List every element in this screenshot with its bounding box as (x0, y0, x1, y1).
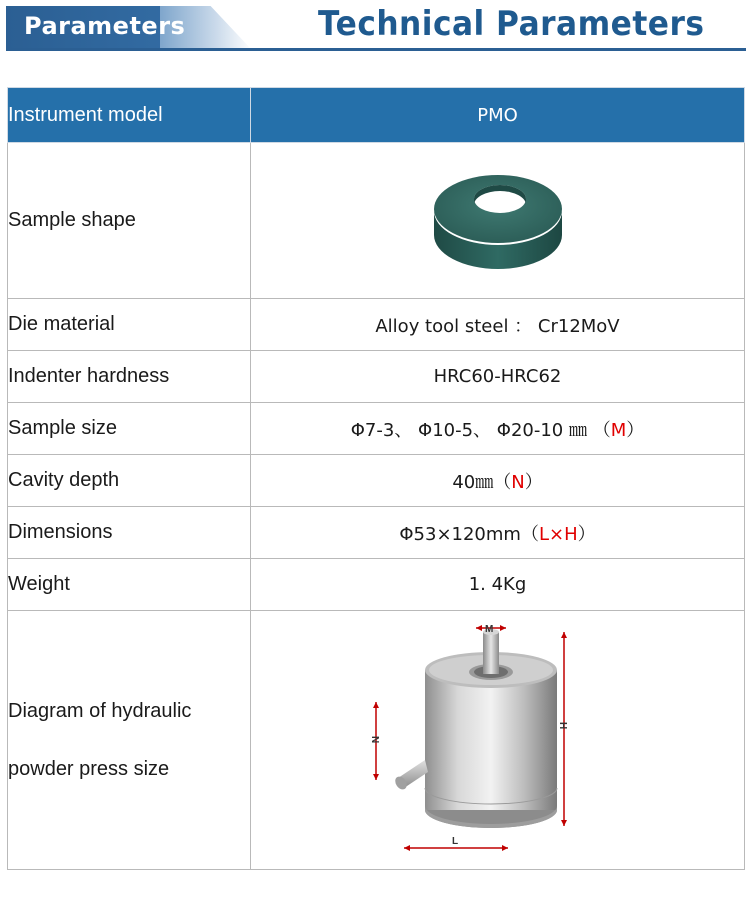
sample-size-cell (251, 403, 745, 455)
cavity-depth-cell (251, 455, 745, 507)
sample-size-label: Sample size (8, 403, 251, 455)
ring-sample-image (428, 161, 568, 281)
sample-shape-label: Sample shape (8, 143, 251, 299)
dimensions-marker: L×H (538, 523, 578, 545)
section-tab-title: Parameters (24, 12, 186, 40)
header-divider (6, 48, 746, 51)
dimension-l-label: L (451, 836, 458, 847)
dimensions-value: Φ53×120mm（ (399, 523, 539, 545)
hydraulic-press-die-image (368, 620, 628, 860)
row-diagram (8, 611, 745, 870)
dimension-n-label: N (368, 736, 380, 744)
diagram-label-line1: Diagram of hydraulic (8, 700, 192, 722)
row-sample-size (8, 403, 745, 455)
sample-shape-cell (251, 143, 745, 299)
cavity-depth-value: 40㎜（ (452, 471, 512, 493)
dimensions-suffix: ） (577, 523, 596, 545)
weight-value: 1. 4Kg (251, 559, 745, 611)
cavity-depth-marker: N (511, 471, 525, 493)
sample-size-marker: M (610, 419, 627, 441)
sample-size-value: Φ7-3、 Φ10-5、 Φ20-10 ㎜ （ (350, 419, 611, 441)
row-sample-shape (8, 143, 745, 299)
indenter-hardness-label: Indenter hardness (8, 351, 251, 403)
sample-size-suffix: ） (626, 419, 645, 441)
die-material-value: Alloy tool steel ： Cr12MoV (251, 299, 745, 351)
cavity-depth-label: Cavity depth (8, 455, 251, 507)
indenter-hardness-value: HRC60-HRC62 (251, 351, 745, 403)
die-material-label: Die material (8, 299, 251, 351)
dimension-m-label: M (484, 624, 493, 635)
cavity-depth-suffix: ） (524, 471, 543, 493)
parameters-table (7, 87, 745, 870)
weight-label: Weight (8, 559, 251, 611)
row-die-material (8, 299, 745, 351)
dimensions-cell (251, 507, 745, 559)
dimensions-label: Dimensions (8, 507, 251, 559)
diagram-cell (251, 611, 745, 870)
table-header-row (8, 88, 745, 143)
row-dimensions (8, 507, 745, 559)
page-title: Technical Parameters (318, 4, 705, 44)
diagram-label (8, 611, 251, 870)
header-label-cell: Instrument model (8, 88, 251, 143)
row-weight (8, 559, 745, 611)
dimension-h-label: H (556, 722, 568, 730)
row-indenter-hardness (8, 351, 745, 403)
diagram-label-line2: powder press size (8, 758, 170, 780)
header-value-cell: PMO (251, 88, 745, 143)
row-cavity-depth (8, 455, 745, 507)
